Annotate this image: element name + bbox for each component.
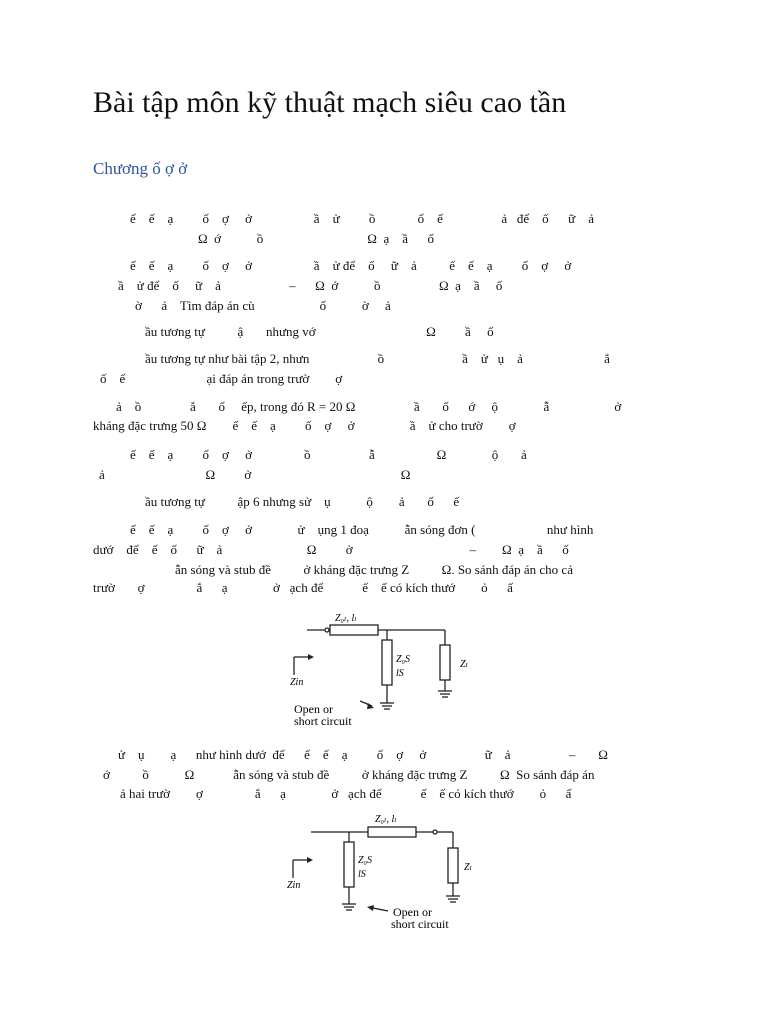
exercise-4-line-1: ầu tương tự như bài tập 2, nhưn ồ ầ ử ụ ả ắ [145, 351, 610, 366]
stub-length-label: lS [396, 668, 404, 679]
exercise-9-line-2: ớ ồ Ω ẫn sóng và stub đề ở kháng đặc trưng Z Ω So sánh đáp án [103, 767, 595, 782]
exercise-8-line-1: ế ế ạ ố ợ ở ử ụng 1 đoạ ẫn sóng đơn ( như hình [130, 522, 594, 537]
exercise-9-line-1: ử ụ ạ như hình dướ để ế ế ạ ố ợ ở ữ ả – Ω [118, 747, 608, 762]
exercise-9-line-3: ả hai trườ ợ ắ ạ ở ạch để ế ế có kích thướ ỏ ấ [120, 786, 572, 801]
stub-length-label: lS [358, 869, 366, 880]
stub-impedance-label: Z₀S [396, 654, 411, 665]
stub-impedance-label: Z₀S [358, 855, 373, 866]
exercise-5-line-1: ả ồ ắ ố ếp, trong đó R = 20 Ω ầ ố ớ ộ ẫ ở [116, 399, 622, 414]
exercise-6-line-2: ả Ω ở Ω [99, 467, 411, 482]
exercise-7-line-1: ầu tương tự ập 6 nhưng sử ụ ộ ả ố ế [145, 494, 460, 509]
note-line-1: Open or [393, 905, 432, 919]
stub-circuit-figure-1 [280, 605, 480, 735]
exercise-2-line-3: ờ ả Tìm đáp án cù ố ờ ả [135, 298, 391, 313]
stub-circuit-figure-2 [283, 808, 483, 938]
exercise-4-line-2: ố ế ại đáp án trong trườ ợ [100, 371, 343, 386]
exercise-8-line-2: dướ để ế ố ữ ả Ω ở – Ω ạ ầ ố [93, 542, 569, 557]
line-label: Z₀ₗ, lₗ [375, 814, 397, 825]
exercise-8-line-4: trườ ợ ắ ạ ở ạch để ế ế có kích thướ ỏ ấ [93, 580, 513, 595]
exercise-8-line-3: ẫn sóng và stub đề ở kháng đặc trưng Z Ω. So sánh đáp án cho cả [175, 562, 573, 577]
load-label: Zₗ [460, 659, 468, 670]
load-label: Zₗ [464, 862, 472, 873]
note-line-2: short circuit [391, 917, 449, 931]
exercise-6-line-1: ế ế ạ ố ợ ở ồ ẫ Ω ộ ả [130, 447, 527, 462]
input-impedance-label: Zin [287, 880, 301, 891]
note-line-1: Open or [294, 702, 333, 716]
exercise-3-line-1: ầu tương tự ậ nhưng vớ Ω ầ ố [145, 324, 494, 339]
exercise-1-line-1: ế ế ạ ố ợ ở ầ ử ồ ố ế ả để ố ữ ả [130, 211, 595, 226]
note-line-2: short circuit [294, 714, 352, 728]
exercise-5-line-2: kháng đặc trưng 50 Ω ế ế ạ ố ợ ở ầ ử cho trườ ợ [93, 418, 516, 433]
chapter-heading: Chương ố ợ ở [93, 159, 188, 178]
exercise-1-line-2: Ω ớ ồ Ω ạ ầ ố [198, 231, 434, 246]
line-label: Z₀ₗ, lₗ [335, 613, 357, 624]
page-title: Bài tập môn kỹ thuật mạch siêu cao tần [93, 86, 567, 119]
input-impedance-label: Zin [290, 677, 304, 688]
exercise-2-line-2: ầ ử để ố ữ ả – Ω ớ ồ Ω ạ ầ ố [118, 278, 503, 293]
exercise-2-line-1: ế ế ạ ố ợ ở ầ ử để ố ữ ả ế ế ạ ố ợ ở [130, 258, 572, 273]
